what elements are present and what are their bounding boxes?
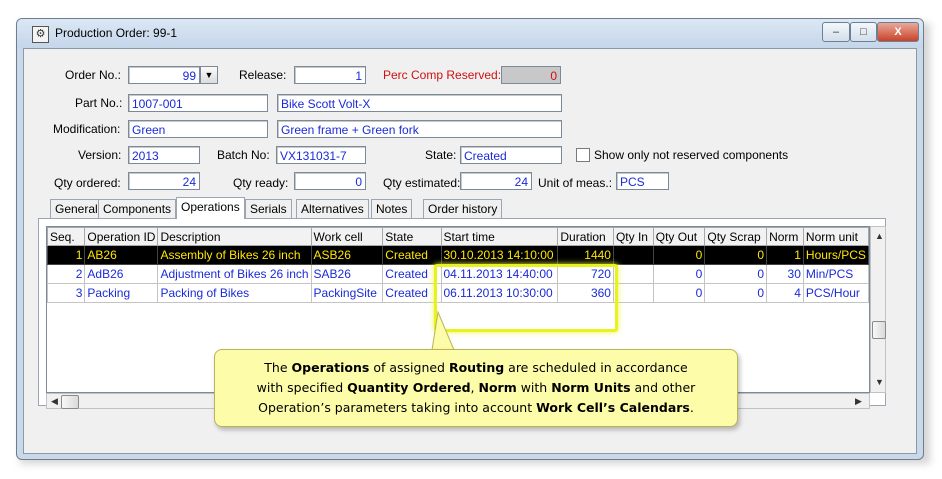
table-row[interactable] (48, 246, 869, 265)
qty-scrap-cell: 0 (705, 246, 767, 265)
qty-in-cell (613, 284, 653, 303)
description-cell: Packing of Bikes (158, 284, 311, 303)
qty-ready-field[interactable]: 0 (294, 172, 366, 190)
column-header[interactable]: State (383, 228, 441, 246)
norm-unit-cell: PCS/Hour (803, 284, 868, 303)
scroll-left-icon[interactable]: ◀ (51, 396, 58, 406)
work-cell-cell: ASB26 (311, 246, 383, 265)
seq-cell: 1 (48, 246, 85, 265)
modification-description-field[interactable]: Green frame + Green fork (277, 120, 562, 138)
start-time-cell: 06.11.2013 10:30:00 (441, 284, 558, 303)
version-label: Version: (78, 148, 122, 162)
callout-line-3: Operation’s parameters taking into account Work Cell’s Calendars. (258, 400, 694, 415)
state-cell: Created (383, 284, 441, 303)
operation-id-cell: AdB26 (85, 265, 158, 284)
qty-estimated-field[interactable]: 24 (460, 172, 532, 190)
vertical-scroll-thumb[interactable] (872, 321, 886, 339)
order-no-dropdown[interactable] (200, 66, 218, 84)
column-header[interactable]: Norm (767, 228, 804, 246)
part-description-field[interactable]: Bike Scott Volt-X (277, 94, 562, 112)
tab-notes[interactable]: Notes (371, 199, 412, 218)
qty-out-cell: 0 (653, 246, 705, 265)
scroll-up-icon[interactable]: ▲ (875, 231, 884, 241)
perc-comp-reserved-field: 0 (501, 66, 561, 84)
qty-out-cell: 0 (653, 265, 705, 284)
window-title: Production Order: 99-1 (55, 26, 178, 40)
column-header[interactable]: Qty Scrap (705, 228, 767, 246)
part-no-label: Part No.: (75, 96, 123, 110)
qty-out-cell: 0 (653, 284, 705, 303)
part-no-field[interactable]: 1007-001 (128, 94, 268, 112)
operation-id-cell: AB26 (85, 246, 158, 265)
tab-operations[interactable]: Operations (176, 197, 245, 219)
seq-cell: 3 (48, 284, 85, 303)
show-not-reserved-label: Show only not reserved components (594, 148, 789, 162)
qty-scrap-cell: 0 (705, 284, 767, 303)
vertical-scrollbar[interactable] (870, 226, 886, 393)
batch-no-field[interactable]: VX131031-7 (276, 146, 366, 164)
tab-order-history[interactable]: Order history (423, 199, 502, 218)
show-not-reserved-checkbox[interactable] (576, 148, 590, 162)
modification-field[interactable]: Green (128, 120, 268, 138)
column-header[interactable]: Start time (441, 228, 558, 246)
batch-no-label: Batch No: (217, 148, 270, 162)
state-cell: Created (383, 246, 441, 265)
tab-alternatives[interactable]: Alternatives (296, 199, 369, 218)
callout-line-1: The Operations of assigned Routing are scheduled in accordance (264, 360, 688, 375)
duration-cell: 720 (558, 265, 614, 284)
qty-scrap-cell: 0 (705, 265, 767, 284)
work-cell-cell: SAB26 (311, 265, 383, 284)
norm-cell: 4 (767, 284, 804, 303)
order-no-field[interactable]: 99 (128, 66, 200, 84)
start-time-cell: 30.10.2013 14:10:00 (441, 246, 558, 265)
qty-ordered-label: Qty ordered: (54, 176, 121, 190)
description-cell: Adjustment of Bikes 26 inch (158, 265, 311, 284)
tab-general[interactable]: General (50, 199, 103, 218)
duration-cell: 360 (558, 284, 614, 303)
table-header-row (48, 228, 869, 246)
start-duration-highlight (434, 264, 618, 332)
qty-ordered-field[interactable]: 24 (128, 172, 200, 190)
work-cell-cell: PackingSite (311, 284, 383, 303)
version-field[interactable]: 2013 (128, 146, 200, 164)
state-field[interactable]: Created (460, 146, 562, 164)
column-header[interactable]: Qty Out (653, 228, 705, 246)
state-cell: Created (383, 265, 441, 284)
qty-in-cell (613, 246, 653, 265)
qty-estimated-label: Qty estimated: (383, 176, 461, 190)
column-header[interactable]: Seq. (48, 228, 85, 246)
column-header[interactable]: Qty In (613, 228, 653, 246)
column-header[interactable]: Duration (558, 228, 614, 246)
maximize-button[interactable]: □ (850, 22, 877, 42)
chevron-down-icon: ▼ (204, 70, 214, 80)
column-header[interactable]: Operation ID (85, 228, 158, 246)
start-time-cell: 04.11.2013 14:40:00 (441, 265, 558, 284)
tab-serials[interactable]: Serials (245, 199, 292, 218)
norm-cell: 30 (767, 265, 804, 284)
seq-cell: 2 (48, 265, 85, 284)
tab-components[interactable]: Components (98, 199, 176, 218)
column-header[interactable]: Description (158, 228, 311, 246)
callout-pointer (420, 310, 460, 354)
app-icon: ⚙ (32, 26, 49, 43)
callout-line-2: with specified Quantity Ordered, Norm with Norm Units and other (256, 380, 696, 395)
perc-comp-reserved-label: Perc Comp Reserved: (383, 68, 502, 82)
release-label: Release: (239, 68, 287, 82)
column-header[interactable]: Norm unit (803, 228, 868, 246)
title-bar[interactable] (17, 19, 923, 48)
description-cell: Assembly of Bikes 26 inch (158, 246, 311, 265)
modification-label: Modification: (53, 122, 121, 136)
norm-cell: 1 (767, 246, 804, 265)
scroll-down-icon[interactable]: ▼ (875, 377, 884, 387)
operation-id-cell: Packing (85, 284, 158, 303)
scroll-right-icon[interactable]: ▶ (855, 396, 862, 406)
close-button[interactable]: X (877, 22, 919, 42)
column-header[interactable]: Work cell (311, 228, 383, 246)
state-label: State: (425, 148, 457, 162)
norm-unit-cell: Min/PCS (803, 265, 868, 284)
qty-in-cell (613, 265, 653, 284)
qty-ready-label: Qty ready: (233, 176, 289, 190)
duration-cell: 1440 (558, 246, 614, 265)
unit-of-meas-label: Unit of meas.: (538, 176, 613, 190)
unit-of-meas-field[interactable]: PCS (616, 172, 669, 190)
norm-unit-cell: Hours/PCS (803, 246, 868, 265)
horizontal-scroll-thumb[interactable] (61, 395, 79, 409)
minimize-button[interactable]: – (822, 22, 850, 42)
order-no-label: Order No.: (65, 68, 122, 82)
annotation-callout (214, 349, 738, 427)
release-field[interactable]: 1 (294, 66, 366, 84)
